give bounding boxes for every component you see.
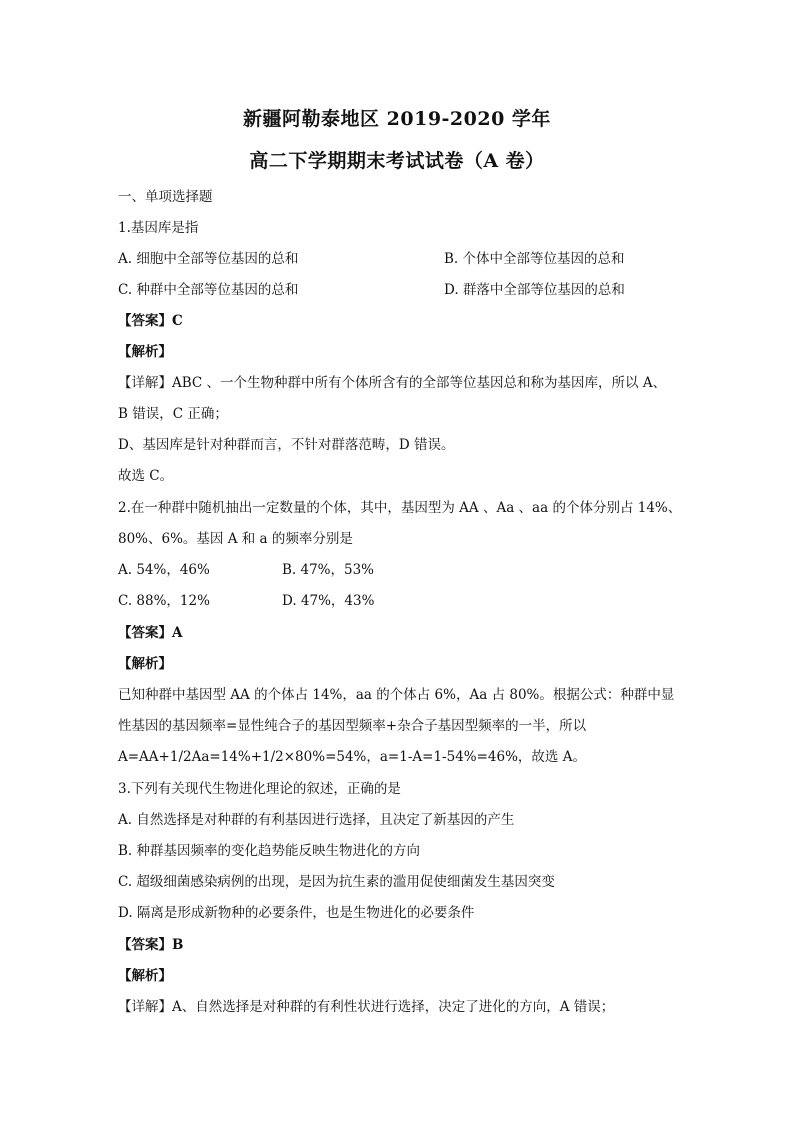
q2-option-c: C. 88%，12% <box>118 593 210 609</box>
q1-detail-line1: 【详解】ABC 、一个生物种群中所有个体所含有的全部等位基因总和称为基因库，所以 A、 <box>118 375 667 391</box>
q2-explanation-line1: 已知种群中基因型 AA 的个体占 14%，aa 的个体占 6%，Aa 占 80%。根据公式：种群中显 <box>118 687 675 703</box>
exam-title: 新疆阿勒泰地区 2019-2020 学年 <box>243 108 551 130</box>
q2-analysis-label: 【解析】 <box>118 656 172 672</box>
q1-option-d: D. 群落中全部等位基因的总和 <box>444 282 625 298</box>
q1-answer: 【答案】C <box>118 313 183 329</box>
q1-option-c: C. 种群中全部等位基因的总和 <box>118 282 299 298</box>
q2-explanation-line2: 性基因的基因频率=显性纯合子的基因型频率+杂合子基因型频率的一半，所以 <box>118 718 587 734</box>
q2-answer: 【答案】A <box>118 625 183 641</box>
q2-stem-line1: 2.在一种群中随机抽出一定数量的个体，其中，基因型为 AA 、Aa 、aa 的个体分别占 14%、 <box>118 500 682 516</box>
q3-option-d: D. 隔离是形成新物种的必要条件，也是生物进化的必要条件 <box>118 905 475 921</box>
exam-subtitle: 高二下学期期末考试试卷（A 卷） <box>249 150 545 172</box>
q3-answer: 【答案】B <box>118 937 184 953</box>
q3-option-a: A. 自然选择是对种群的有利基因进行选择，且决定了新基因的产生 <box>118 812 515 828</box>
q2-option-a: A. 54%，46% <box>118 562 210 578</box>
q3-option-c: C. 超级细菌感染病例的出现，是因为抗生素的滥用促使细菌发生基因突变 <box>118 874 555 890</box>
q1-detail-line2: B 错误，C 正确； <box>118 406 228 422</box>
q2-option-d: D. 47%，43% <box>282 593 375 609</box>
q1-option-a: A. 细胞中全部等位基因的总和 <box>118 251 299 267</box>
q1-detail-line3: D、基因库是针对种群而言，不针对群落范畴，D 错误。 <box>118 437 455 453</box>
q1-analysis-label: 【解析】 <box>118 344 172 360</box>
q2-explanation-line3: A=AA+1/2Aa=14%+1/2×80%=54%，a=1-A=1-54%=46%，故选 A。 <box>118 749 586 765</box>
q3-option-b: B. 种群基因频率的变化趋势能反映生物进化的方向 <box>118 843 421 859</box>
q2-stem-line2: 80%、6%。基因 A 和 a 的频率分别是 <box>118 531 353 547</box>
section-heading: 一、单项选择题 <box>118 189 213 205</box>
q1-option-b: B. 个体中全部等位基因的总和 <box>444 251 625 267</box>
q3-analysis-label: 【解析】 <box>118 968 172 984</box>
q3-stem: 3.下列有关现代生物进化理论的叙述，正确的是 <box>118 781 401 797</box>
q3-detail-line1: 【详解】A、自然选择是对种群的有利性状进行选择，决定了进化的方向，A 错误； <box>118 999 615 1015</box>
q1-detail-line4: 故选 C。 <box>118 468 174 484</box>
q2-option-b: B. 47%，53% <box>282 562 375 578</box>
q1-stem: 1.基因库是指 <box>118 220 199 236</box>
